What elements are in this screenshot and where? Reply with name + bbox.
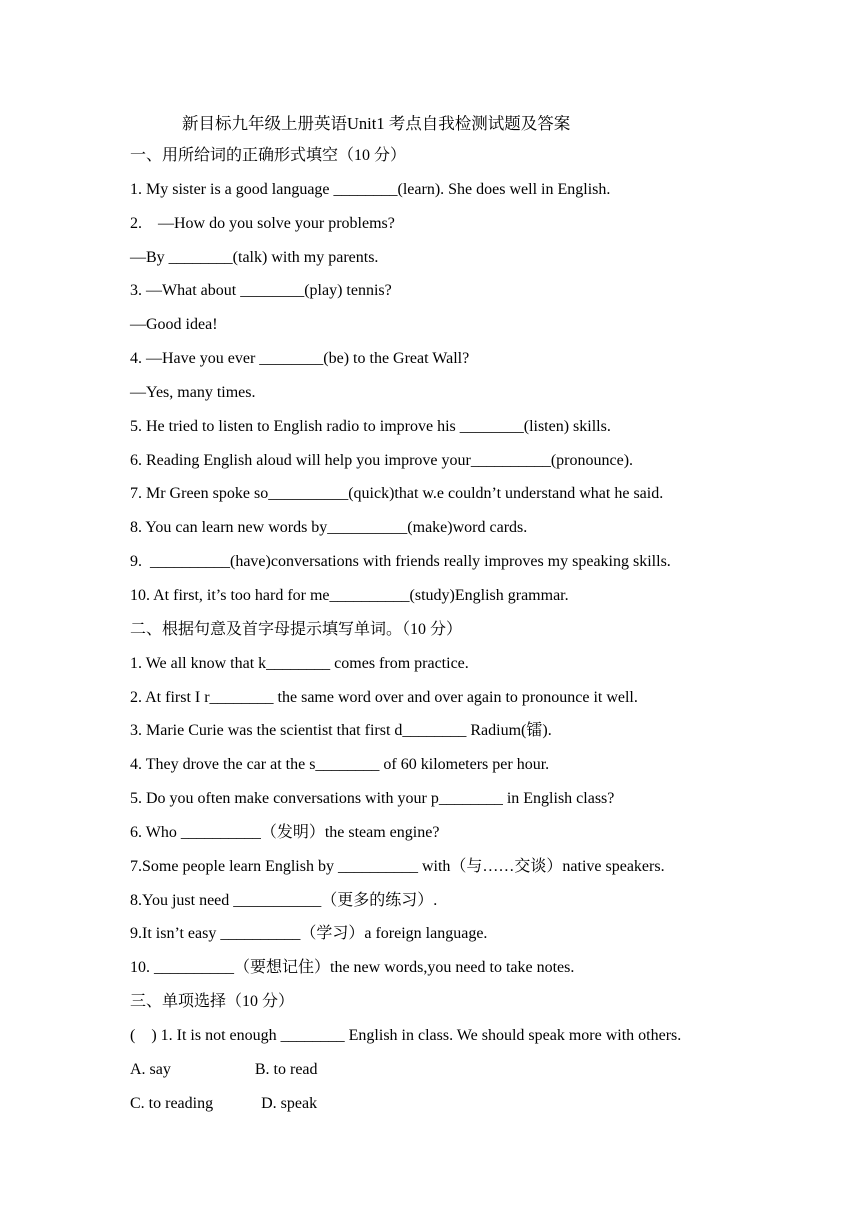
question-line: —By ________(talk) with my parents.	[130, 248, 379, 266]
question-line: 2. —How do you solve your problems?	[130, 214, 395, 232]
question-line: 2. At first I r________ the same word over and over again to pronounce it well.	[130, 688, 638, 706]
question-line: C. to reading D. speak	[130, 1094, 318, 1112]
question-line: A. say B. to read	[130, 1060, 318, 1078]
question-line: 6. Reading English aloud will help you improve your__________(pronounce).	[130, 451, 634, 469]
question-line: 6. Who __________（发明）the steam engine?	[130, 823, 440, 841]
section-heading: 三、单项选择（10 分）	[130, 993, 295, 1011]
question-line: 4. —Have you ever ________(be) to the Great Wall?	[130, 350, 470, 368]
question-line: 9.It isn’t easy __________（学习）a foreign language.	[130, 925, 488, 943]
question-line: 4. They drove the car at the s________ of 60 kilometers per hour.	[130, 756, 550, 774]
question-line: 8.You just need ___________（更多的练习）.	[130, 891, 438, 909]
question-line: ( ) 1. It is not enough ________ English in class. We should speak more with others.	[130, 1026, 682, 1044]
document-title: 新目标九年级上册英语Unit1 考点自我检测试题及答案	[182, 114, 571, 133]
question-line: 3. Marie Curie was the scientist that first d________ Radium(镭).	[130, 722, 552, 740]
document-body	[130, 144, 830, 1125]
section-heading: 一、用所给词的正确形式填空（10 分）	[130, 147, 407, 164]
question-line: 5. He tried to listen to English radio to improve his ________(listen) skills.	[130, 417, 611, 435]
question-line: 1. We all know that k________ comes from practice.	[130, 654, 469, 672]
question-line: 1. My sister is a good language ________(learn). She does well in English.	[130, 180, 611, 198]
question-line: —Good idea!	[130, 316, 218, 334]
question-line: 8. You can learn new words by__________(make)word cards.	[130, 519, 528, 537]
question-line: 10. __________（要想记住）the new words,you need to take notes.	[130, 959, 575, 977]
question-line: 7.Some people learn English by __________ with（与……交谈）native speakers.	[130, 857, 665, 875]
question-line: 5. Do you often make conversations with your p________ in English class?	[130, 790, 615, 808]
question-line: 3. —What about ________(play) tennis?	[130, 282, 392, 300]
question-line: 9. __________(have)conversations with friends really improves my speaking skills.	[130, 553, 671, 571]
question-line: 10. At first, it’s too hard for me__________(study)English grammar.	[130, 586, 569, 604]
section-heading: 二、根据句意及首字母提示填写单词。（10 分）	[130, 620, 463, 638]
question-line: —Yes, many times.	[130, 383, 256, 401]
question-line: 7. Mr Green spoke so__________(quick)that w.e couldn’t understand what he said.	[130, 485, 664, 503]
